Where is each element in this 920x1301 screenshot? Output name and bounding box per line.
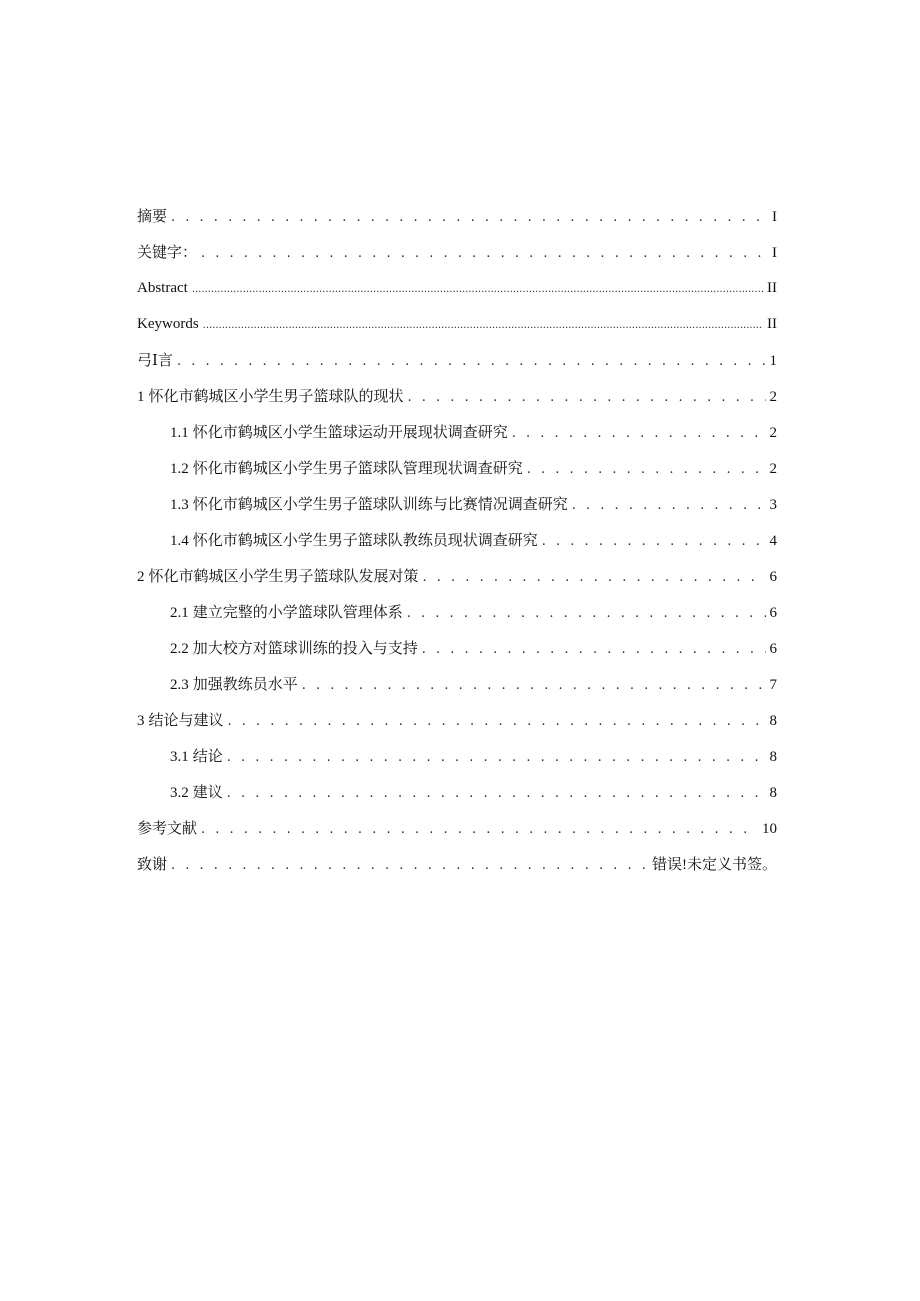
toc-entry-title: 致谢 <box>137 855 168 873</box>
toc-entry-title: 怀化市鹤城区小学生男子篮球队的现状 <box>148 387 404 405</box>
toc-entry-title: 弓I言 <box>137 351 173 369</box>
table-of-contents <box>137 198 777 882</box>
toc-dot-leader <box>227 776 766 812</box>
toc-entry-title: 怀化市鹤城区小学生男子篮球队管理现状调查研究 <box>192 459 523 477</box>
toc-entry-title: 怀化市鹤城区小学生男子篮球队教练员现状调查研究 <box>192 531 538 549</box>
toc-dot-leader <box>423 560 766 596</box>
toc-dot-leader <box>203 308 763 344</box>
toc-dot-leader <box>422 632 766 668</box>
toc-entry-acknowledgements <box>137 846 777 882</box>
toc-entry-title: Abstract <box>137 280 188 296</box>
toc-entry-page: I <box>772 209 777 225</box>
toc-entry-title: 结论 <box>192 747 223 765</box>
toc-entry-abstract-en <box>137 270 777 306</box>
toc-dot-leader <box>512 416 766 452</box>
toc-entry-keywords-en <box>137 306 777 342</box>
toc-entry-page: 8 <box>769 785 777 801</box>
toc-dot-leader <box>527 452 766 488</box>
toc-entry-section-2-1 <box>137 594 777 630</box>
toc-entry-references <box>137 810 777 846</box>
toc-entry-number: 1.3 <box>170 497 189 513</box>
toc-entry-number: 1.4 <box>170 533 189 549</box>
toc-entry-chapter-2 <box>137 558 777 594</box>
toc-entry-number: 2.2 <box>170 641 189 657</box>
toc-entry-title: 怀化市鹤城区小学生男子篮球队训练与比赛情况调查研究 <box>192 495 568 513</box>
toc-entry-page: 7 <box>769 677 777 693</box>
toc-dot-leader <box>201 236 768 272</box>
toc-entry-page-error: 错误!未定义书签。 <box>652 857 777 873</box>
toc-dot-leader <box>227 740 766 776</box>
toc-entry-page: 2 <box>769 389 777 405</box>
toc-entry-number: 1.1 <box>170 425 189 441</box>
toc-entry-title: 加大校方对篮球训练的投入与支持 <box>192 639 418 657</box>
toc-dot-leader <box>192 272 763 308</box>
toc-entry-keywords-cn <box>137 234 777 270</box>
toc-dot-leader <box>171 200 768 236</box>
toc-entry-title: Keywords <box>137 316 199 332</box>
toc-entry-page: 6 <box>769 641 777 657</box>
toc-dot-leader <box>408 380 766 416</box>
toc-entry-number: 3.1 <box>170 749 189 765</box>
toc-entry-section-2-3 <box>137 666 777 702</box>
toc-dot-leader <box>201 812 758 848</box>
toc-dot-leader <box>542 524 766 560</box>
toc-entry-introduction <box>137 342 777 378</box>
toc-dot-leader <box>171 848 648 884</box>
toc-entry-chapter-3 <box>137 702 777 738</box>
toc-entry-page: 1 <box>769 353 777 369</box>
toc-entry-page: 6 <box>769 569 777 585</box>
toc-entry-page: II <box>767 316 777 332</box>
toc-entry-title: 怀化市鹤城区小学生篮球运动开展现状调查研究 <box>192 423 508 441</box>
toc-dot-leader <box>572 488 766 524</box>
toc-dot-leader <box>407 596 766 632</box>
toc-entry-section-2-2 <box>137 630 777 666</box>
toc-entry-title: 摘要 <box>137 207 168 225</box>
toc-entry-section-1-1 <box>137 414 777 450</box>
toc-entry-page: 8 <box>769 713 777 729</box>
toc-entry-page: 4 <box>769 533 777 549</box>
toc-entry-section-1-4 <box>137 522 777 558</box>
toc-dot-leader <box>228 704 766 740</box>
toc-entry-title: 关键字： <box>137 243 198 261</box>
toc-entry-number: 2.1 <box>170 605 189 621</box>
toc-entry-section-3-2 <box>137 774 777 810</box>
toc-entry-abstract-cn <box>137 198 777 234</box>
toc-entry-title: 参考文献 <box>137 819 198 837</box>
toc-entry-page: II <box>767 280 777 296</box>
toc-entry-title: 结论与建议 <box>148 711 224 729</box>
toc-entry-section-3-1 <box>137 738 777 774</box>
toc-entry-page: 10 <box>762 821 777 837</box>
toc-entry-number: 1.2 <box>170 461 189 477</box>
toc-entry-page: 8 <box>769 749 777 765</box>
toc-entry-number: 3 <box>137 713 145 729</box>
toc-entry-title: 加强教练员水平 <box>192 675 298 693</box>
toc-entry-page: 6 <box>769 605 777 621</box>
toc-entry-title: 建立完整的小学篮球队管理体系 <box>192 603 403 621</box>
toc-dot-leader <box>302 668 766 704</box>
toc-entry-page: 2 <box>769 425 777 441</box>
toc-entry-number: 3.2 <box>170 785 189 801</box>
toc-entry-number: 1 <box>137 389 145 405</box>
toc-dot-leader <box>177 344 766 380</box>
toc-entry-page: 2 <box>769 461 777 477</box>
toc-entry-page: 3 <box>769 497 777 513</box>
toc-entry-section-1-2 <box>137 450 777 486</box>
toc-entry-number: 2 <box>137 569 145 585</box>
toc-entry-number: 2.3 <box>170 677 189 693</box>
toc-entry-section-1-3 <box>137 486 777 522</box>
toc-entry-chapter-1 <box>137 378 777 414</box>
toc-entry-title: 建议 <box>192 783 223 801</box>
toc-entry-title: 怀化市鹤城区小学生男子篮球队发展对策 <box>148 567 419 585</box>
toc-entry-page: I <box>772 245 777 261</box>
